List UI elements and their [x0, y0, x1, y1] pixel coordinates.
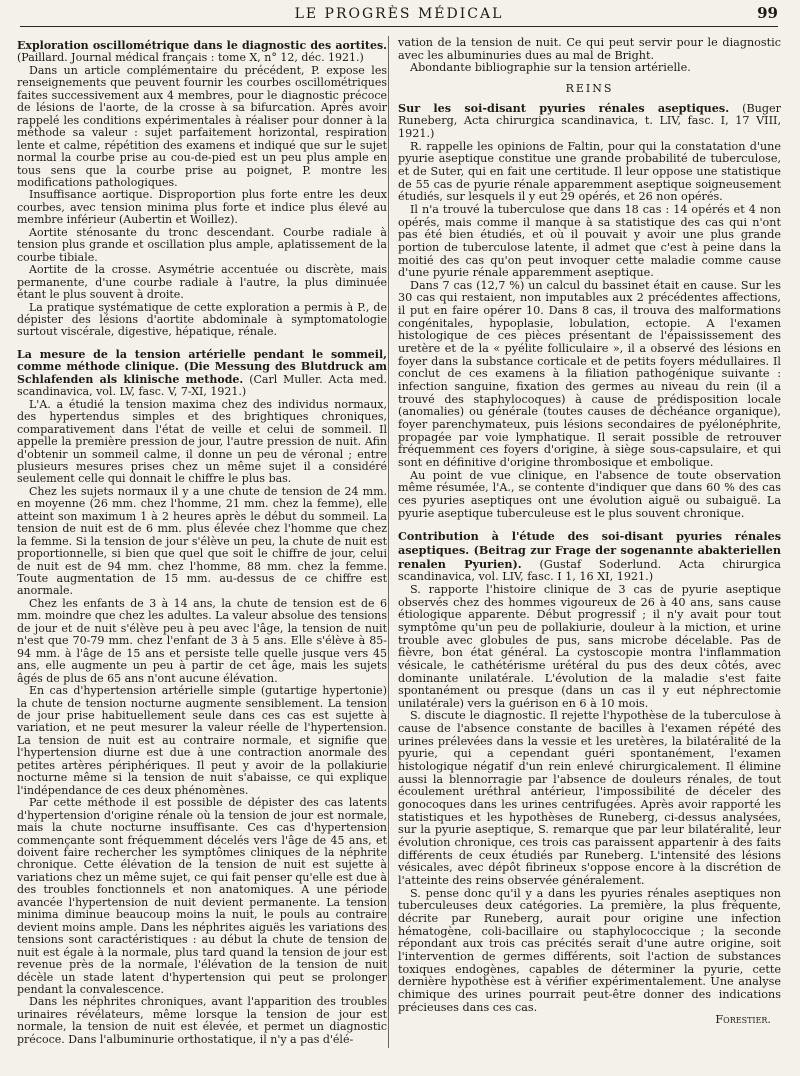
paragraph: Au point de vue clinique, en l'absence de toute observation même résumée, l'A., se contente d'indiquer que dans 60 % des cas ces pyuries aseptiques ont une évolution aiguë ou subaiguë. La pyurie aseptique tuberculeuse est le plus souvent chronique. [398, 468, 781, 520]
paragraph: R. rappelle les opinions de Faltin, pour qui la constatation d'une pyurie aseptique constitue une grande probabilité de tuberculose, et de Suter, qui en fait une certitude. Il leur oppose une statistique de 55 cas de pyurie rénale apparemment aseptique soigneusement étudiés, sur lesquels il y eut 29 opérés, et 26 non opérés. [398, 139, 781, 204]
paragraph: Aortite de la crosse. Asymétrie accentuée ou discrète, mais permanente, d'une courbe radiale à l'autre, la plus diminuée étant le plus souvent à droite. [17, 263, 387, 302]
paragraph: Aortite sténosante du tronc descendant. Courbe radiale à tension plus grande et oscillation plus ample, aplatissement de la courbe tibiale. [17, 225, 387, 264]
paragraph-continued: vation de la tension de nuit. Ce qui peut servir pour le diagnostic avec les albuminuries dues au mal de Bright. [398, 36, 781, 62]
paragraph: Il n'a trouvé la tuberculose que dans 18 cas : 14 opérés et 4 non opérés, mais comme il manque à sa statistique des cas qui n'ont pas été bien étudiés, et où il pouvait y avoir une plus grande portion de tuberculose latente, il admet que c'est à peine dans la moitié des cas qu'on peut invoquer cette maladie comme cause d'une pyurie rénale apparemment aseptique. [398, 202, 781, 280]
abstract-title: La mesure de la tension artérielle pendant le sommeil, comme méthode clinique. (Die Messung des Blutdruck am Schlafenden als klinische methode. [17, 347, 387, 386]
paragraph: Dans un article complémentaire du précédent, P. expose les renseignements que peuvent fournir les courbes oscillométriques faites successivement aux 4 membres, pour le diagnostic précoce de lésions de l'aorte, de la crosse à sa bifurcation. Après avoir rappelé les conditions expérimentales à réaliser pour donner à la méthode sa valeur : sujet parfaitement horizontal, respiration lente et calme, répétition des examens et indiqué que sur le sujet normal la courbe prise au cou-de-pied est un peu plus ample en tous sens que la courbe prise au poignet, P. montre les modifications pathologiques. [17, 63, 387, 189]
section-heading: REINS [565, 81, 614, 95]
abstract-pyuries-runeberg [398, 102, 781, 521]
abstract-heading [17, 349, 387, 399]
paragraph: En cas d'hypertension artérielle simple (gutartige hypertonie) la chute de tension nocturne augmente sensiblement. La tension de jour prise habituellement seule dans ces cas est sujette à variation, et ne peut mesurer la valeur réelle de l'hypertension. La tension de nuit est au contraire normale, et signifie que l'hypertension diurne est due à une contraction anormale des petites artères périphériques. Il peut y avoir de la pollakiurie nocturne même si la tension de nuit s'abaisse, ce qui explique l'indépendance de ces deux phénomènes. [17, 684, 387, 797]
abstract-source: (Carl Muller. Acta med. scandinavica, vol. LV, fasc. V, 7-XI, 1921.) [17, 372, 388, 399]
page-number: 99 [757, 4, 778, 22]
paragraph: Dans 7 cas (12,7 %) un calcul du bassinet était en cause. Sur les 30 cas qui restaient, non imputables aux 2 précédentes affections, il put en faire opérer 10. Dans 8 cas, il trouva des malformations congénitales, hypoplasie, lobulation, ectopie. A l'examen histologique de ces pièces présentant de l'épaississement des uretère et de la « pyélite folliculaire », il a observé des lésions en foyer dans la substance corticale et de petits foyers médullaires. Il conclut de ces examens à la filiation pathogénique suivante : infection sanguine, fixation des germes au niveau du rein (il a trouvé des staphylocoques) à cause de prédisposition locale (anomalies) ou générale (toutes causes de déchéance organique), foyer parenchymateux, puis lésions secondaires de pyélonéphrite, propagée par voie lymphatique. Il serait possible de retrouver fréquemment ces foyers d'origine, à siège sous-capsulaire, et qui sont en définitive d'origine thrombosique et embolique. [398, 278, 781, 469]
abstract-title: Exploration oscillométrique dans le diagnostic des aortites. [17, 39, 387, 52]
left-column [17, 40, 387, 1050]
abstract-heading [17, 40, 387, 65]
right-column [398, 37, 781, 1031]
bibliography-note: Abondante bibliographie sur la tension artérielle. [410, 61, 691, 75]
abstract-tension-sommeil [17, 349, 387, 1046]
running-title: LE PROGRÈS MÉDICAL [294, 6, 504, 22]
abstract-source: (Paillard. Journal médical français : tome X, n° 12, déc. 1921.) [17, 51, 364, 65]
abstract-heading [398, 530, 781, 584]
paragraph: La pratique systématique de cette exploration a permis à P., de dépister des lésions d'aortite abdominale à symptomatologie surtout viscérale, digestive, hépatique, rénale. [17, 300, 387, 339]
paragraph: S. discute le diagnostic. Il rejette l'hypothèse de la tuberculose à cause de l'absence constante de bacilles à l'examen répété des urines prélevées dans la vessie et les uretères, la bilatéralité de la pyurie, qui a cependant guéri spontanément, l'examen histologique négatif d'un rein enlevé chirurgicalement. Il élimine aussi la blennorragie par l'absence de douleurs rénales, de tout écoulement uréthral antérieur, l'impossibilité de déceler des gonocoques dans les urines centrifugées. Après avoir rapporté les statistiques et les hypothèses de Runeberg, ci-dessus analysées, sur la pyurie aseptique, S. remarque que par leur bilatéralité, leur évolution chronique, ces trois cas paraissent appartenir à des faits différents de ceux étudiés par Runeberg. L'intensité des lésions vésicales, avec dépôt fibrineux s'oppose encore à la discrétion de l'atteinte des reins observée généralement. [398, 709, 781, 887]
abstract-title: Contribution à l'étude des soi-disant pyuries rénales aseptiques. (Beitrag zur Frage der sogenannte abakteriellen renalen Pyurien). [398, 529, 781, 571]
paragraph: Dans les néphrites chroniques, avant l'apparition des troubles urinaires révélateurs, même lorsque la tension de jour est normale, la tension de nuit est élevée, et permet un diagnostic précoce. Dans l'albuminurie orthostatique, il n'y a pas d'élé- [17, 995, 387, 1046]
abstract-pyuries-soderlund [398, 530, 781, 1027]
paragraph: L'A. a étudié la tension maxima chez des individus normaux, des hypertendus simples et des brightiques chroniques, comparativement dans l'état de veille et celui de sommeil. Il appelle la première pression de jour, l'autre pression de nuit. Afin d'obtenir un sommeil calme, il donne un peu de véronal ; entre plusieurs mesures prises chez un même sujet il a considéré seulement celle qui donnait le chiffre le plus bas. [17, 397, 387, 486]
paragraph: S. rapporte l'histoire clinique de 3 cas de pyurie aseptique observés chez des hommes vigoureux de 26 à 40 ans, sans cause étiologique apparente. Début progressif ; il n'y avait pour tout symptôme qu'un peu de pollakiurie, douleur à la miction, et urine trouble avec globules de pus, sans microbe décelable. Pas de fièvre, bon état général. La cystoscopie montra l'inflammation vésicale, le cathétérisme urétéral du pus des deux côtés, avec dominante unilatérale. L'évolution de la maladie s'est faite spontanément ou presque (dans un cas il y eut néphrectomie unilatérale) vers la guérison en 6 à 10 mois. [398, 582, 781, 710]
paragraph: S. pense donc qu'il y a dans les pyuries rénales aseptiques non tuberculeuses deux catégories. La première, la plus fréquente, décrite par Runeberg, aurait pour origine une infection hématogène, coli-bacillaire ou staphylococcique ; la seconde répondant aux trois cas précités serait d'une autre origine, soit l'intervention de germes différents, soit l'action de substances toxiques endogènes, capables de déterminer la pyurie, cette dernière hypothèse est à vérifier expérimentalement. Une analyse chimique des urines pourrait peut-être donner des indications précieuses dans ces cas. [398, 886, 781, 1014]
abstract-oscillometrie [17, 40, 387, 339]
abstract-source: (Gustaf Soderlund. Acta chirurgica scandinavica, vol. LIV, fasc. I 1, 16 XI, 1921.) [398, 557, 781, 584]
running-header [20, 4, 778, 27]
abstract-heading [398, 102, 781, 141]
column-rule [388, 36, 389, 1048]
abstract-source: (Buger Runeberg, Acta chirurgica scandinavica, t. LIV, fasc. I, 17 VIII, 1921.) [398, 101, 781, 140]
paragraph: Insuffisance aortique. Disproportion plus forte entre les deux courbes, avec tension minima plus forte et indice plus élevé au membre inférieur (Aubertin et Woillez). [17, 188, 387, 227]
abstract-title: Sur les soi-disant pyuries rénales aseptiques. [398, 100, 730, 115]
author-signature: Forestier. [715, 1013, 771, 1027]
paragraph: Chez les enfants de 3 à 14 ans, la chute de tension est de 6 mm. moindre que chez les adultes. La valeur absolue des tensions de jour et de nuit s'élève peu à peu avec l'âge, la tension de nuit n'est que 70-79 mm. chez l'enfant de 3 à 5 ans. Elle s'élève à 85-94 mm. à l'âge de 15 ans et persiste telle quelle jusque vers 45 ans, elle augmente un peu à partir de cet âge, mais les sujets âgés de plus de 65 ans n'ont aucune élévation. [17, 596, 387, 685]
paragraph: Chez les sujets normaux il y a une chute de tension de 24 mm. en moyenne (26 mm. chez l'homme, 21 mm. chez la femme), elle atteint son maximum 1 à 2 heures après le début du sommeil. La tension de nuit est de 6 mm. plus élevée chez l'homme que chez la femme. Si la tension de jour s'élève un peu, la chute de nuit est proportionnelle, si bien que quel que soit le chiffre de jour, celui de nuit est de 94 mm. chez l'homme, 88 mm. chez la femme. Toute augmentation de 15 mm. au-dessus de ce chiffre est anormale. [17, 484, 387, 598]
paragraph: Par cette méthode il est possible de dépister des cas latents d'hypertension d'origine rénale où la tension de jour est normale, mais la chute nocturne insuffisante. Ces cas d'hypertension commençante sont fréquemment décelés vers l'âge de 45 ans, et doivent faire rechercher les symptômes cliniques de la néphrite chronique. Cette élévation de la tension de nuit est sujette à variations chez un même sujet, ce qui fait penser qu'elle est due à des troubles fonctionnels et non anatomiques. A une période avancée l'hypertension de nuit devient permanente. La tension minima diminue beaucoup moins la nuit, le pouls au contraire devient moins ample. Dans les néphrites aiguës les variations des tensions sont caractéristiques : au début la chute de tension de nuit est égale à la normale, plus tard quand la tension de jour est revenue près de la normale, l'élévation de la tension de nuit décèle un stade latent d'hypertension qui peut se prolonger pendant la convalescence. [17, 796, 387, 996]
